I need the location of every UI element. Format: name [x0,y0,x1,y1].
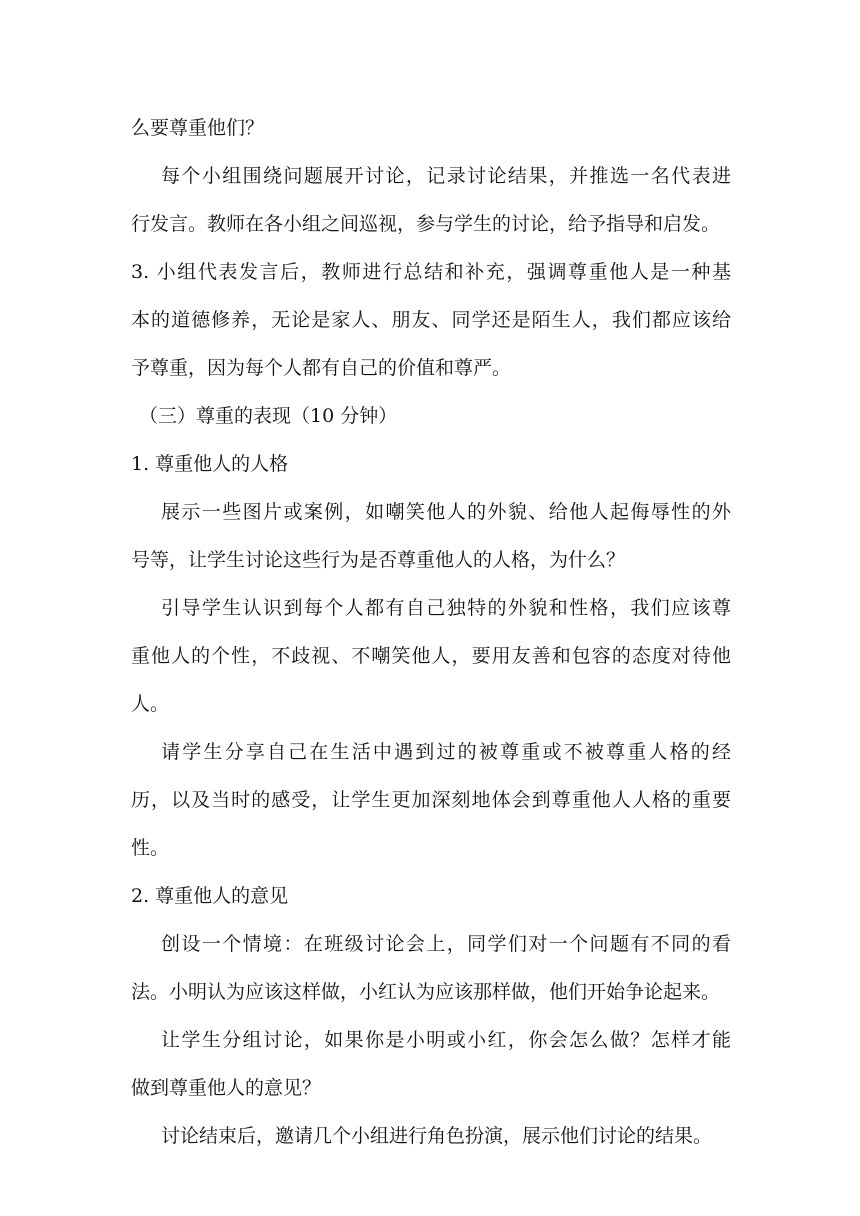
section-heading: （三）尊重的表现（10 分钟） [139,405,398,427]
text-line: 讨论结束后，邀请几个小组进行角色扮演，展示他们讨论的结果。 [161,1125,713,1147]
document-body [131,104,731,1160]
text-line: 性。 [131,837,170,859]
text-line: 引导学生认识到每个人都有自己独特的外貌和性格，我们应该尊 [161,597,731,619]
text-line: 做到尊重他人的意见？ [131,1077,322,1099]
text-line: 么要尊重他们？ [131,117,265,139]
text-line: 创设一个情境：在班级讨论会上，同学们对一个问题有不同的看 [161,933,731,955]
text-line: 法。小明认为应该这样做，小红认为应该那样做，他们开始争论起来。 [131,981,721,1003]
text-line: 号等，让学生讨论这些行为是否尊重他人的人格，为什么？ [131,549,626,571]
text-line: 予尊重，因为每个人都有自己的价值和尊严。 [131,357,512,379]
text-line: 行发言。教师在各小组之间巡视，参与学生的讨论，给予指导和启发。 [131,213,721,235]
text-line: 展示一些图片或案例，如嘲笑他人的外貌、给他人起侮辱性的外 [161,501,731,523]
subsection-heading-2: 2. 尊重他人的意见 [131,885,289,907]
subsection-heading-1: 1. 尊重他人的人格 [131,453,289,475]
text-line: 让学生分组讨论，如果你是小明或小红，你会怎么做？怎样才能 [161,1029,731,1051]
list-item-3: 3. 小组代表发言后，教师进行总结和补充，强调尊重他人是一种基 [131,261,731,283]
text-line: 重他人的个性，不歧视、不嘲笑他人，要用友善和包容的态度对待他 [131,645,731,667]
text-line: 请学生分享自己在生活中遇到过的被尊重或不被尊重人格的经 [161,741,731,763]
text-line: 本的道德修养，无论是家人、朋友、同学还是陌生人，我们都应该给 [131,309,731,331]
text-line: 每个小组围绕问题展开讨论，记录讨论结果，并推选一名代表进 [161,165,731,187]
text-line: 人。 [131,693,170,715]
text-line: 历，以及当时的感受，让学生更加深刻地体会到尊重他人人格的重要 [131,789,731,811]
